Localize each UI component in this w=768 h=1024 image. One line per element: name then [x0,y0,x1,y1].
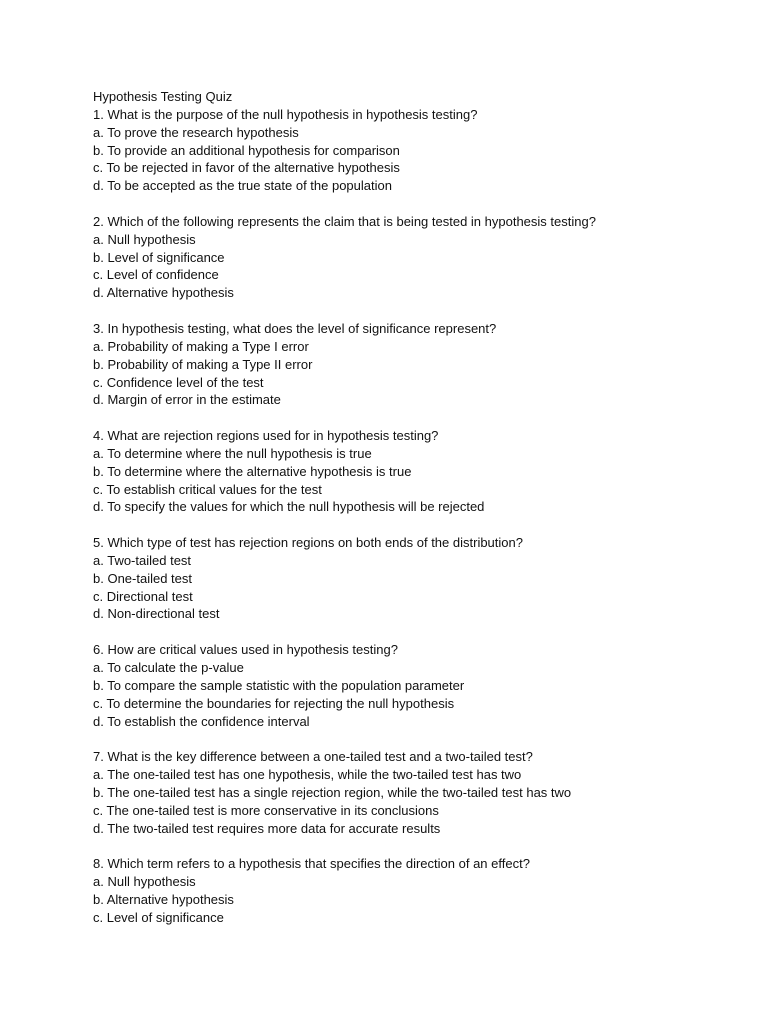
question-block-4 [93,427,753,516]
question-block-3 [93,320,753,409]
question-text: 3. In hypothesis testing, what does the level of significance represent? [93,320,497,336]
answer-option: d. Non-directional test [93,606,220,622]
answer-option: c. The one-tailed test is more conservative in its conclusions [93,802,439,818]
answer-option: c. Level of significance [93,909,224,925]
answer-option: d. To specify the values for which the null hypothesis will be rejected [93,499,485,515]
blank-line [93,623,753,641]
answer-option: d. To establish the confidence interval [93,713,310,729]
question-text: 5. Which type of test has rejection regions on both ends of the distribution? [93,535,523,551]
answer-option: a. Null hypothesis [93,874,196,890]
answer-option: b. One-tailed test [93,570,192,586]
answer-option: a. To calculate the p-value [93,660,244,675]
question-block-2 [93,213,753,302]
blank-line [93,730,753,748]
blank-line [93,409,753,427]
answer-option: c. To determine the boundaries for rejecting the null hypothesis [93,695,455,711]
answer-option: d. The two-tailed test requires more data for accurate results [93,820,441,836]
blank-line [93,516,753,534]
answer-option: d. Alternative hypothesis [93,285,234,301]
question-block-7 [93,748,753,837]
answer-option: d. Margin of error in the estimate [93,392,281,408]
question-text: 2. Which of the following represents the claim that is being tested in hypothesis testing? [93,213,596,229]
answer-option: c. Level of confidence [93,267,219,283]
question-block-5 [93,534,753,623]
question-text: 4. What are rejection regions used for in hypothesis testing? [93,428,439,444]
answer-option: a. To prove the research hypothesis [93,124,299,140]
answer-option: a. Probability of making a Type I error [93,338,309,354]
answer-option: c. To establish critical values for the test [93,481,322,497]
answer-option: a. Null hypothesis [93,231,196,247]
answer-option: b. To determine where the alternative hypothesis is true [93,463,412,479]
answer-option: d. To be accepted as the true state of the population [93,178,392,194]
quiz-title: Hypothesis Testing Quiz [93,89,233,104]
answer-option: b. To provide an additional hypothesis for comparison [93,142,400,158]
answer-option: b. The one-tailed test has a single rejection region, while the two-tailed test has two [93,784,572,800]
blank-line [93,195,753,213]
question-text: 7. What is the key difference between a one-tailed test and a two-tailed test? [93,749,533,765]
blank-line [93,302,753,320]
quiz-body [93,88,753,927]
answer-option: c. Confidence level of the test [93,374,264,390]
answer-option: a. To determine where the null hypothesis is true [93,445,372,461]
answer-option: c. Directional test [93,588,193,604]
answer-option: b. Probability of making a Type II error [93,356,313,372]
answer-option: c. To be rejected in favor of the alternative hypothesis [93,160,400,176]
question-block-1 [93,106,753,195]
question-text: 8. Which term refers to a hypothesis that specifies the direction of an effect? [93,856,530,872]
question-text: 1. What is the purpose of the null hypothesis in hypothesis testing? [93,106,478,122]
answer-option: a. The one-tailed test has one hypothesis, while the two-tailed test has two [93,767,522,783]
answer-option: a. Two-tailed test [93,552,192,568]
question-text: 6. How are critical values used in hypothesis testing? [93,642,398,658]
blank-line [93,837,753,855]
answer-option: b. To compare the sample statistic with the population parameter [93,677,465,693]
question-block-8 [93,855,753,926]
answer-option: b. Alternative hypothesis [93,891,234,907]
question-block-6 [93,641,753,730]
answer-option: b. Level of significance [93,249,225,265]
